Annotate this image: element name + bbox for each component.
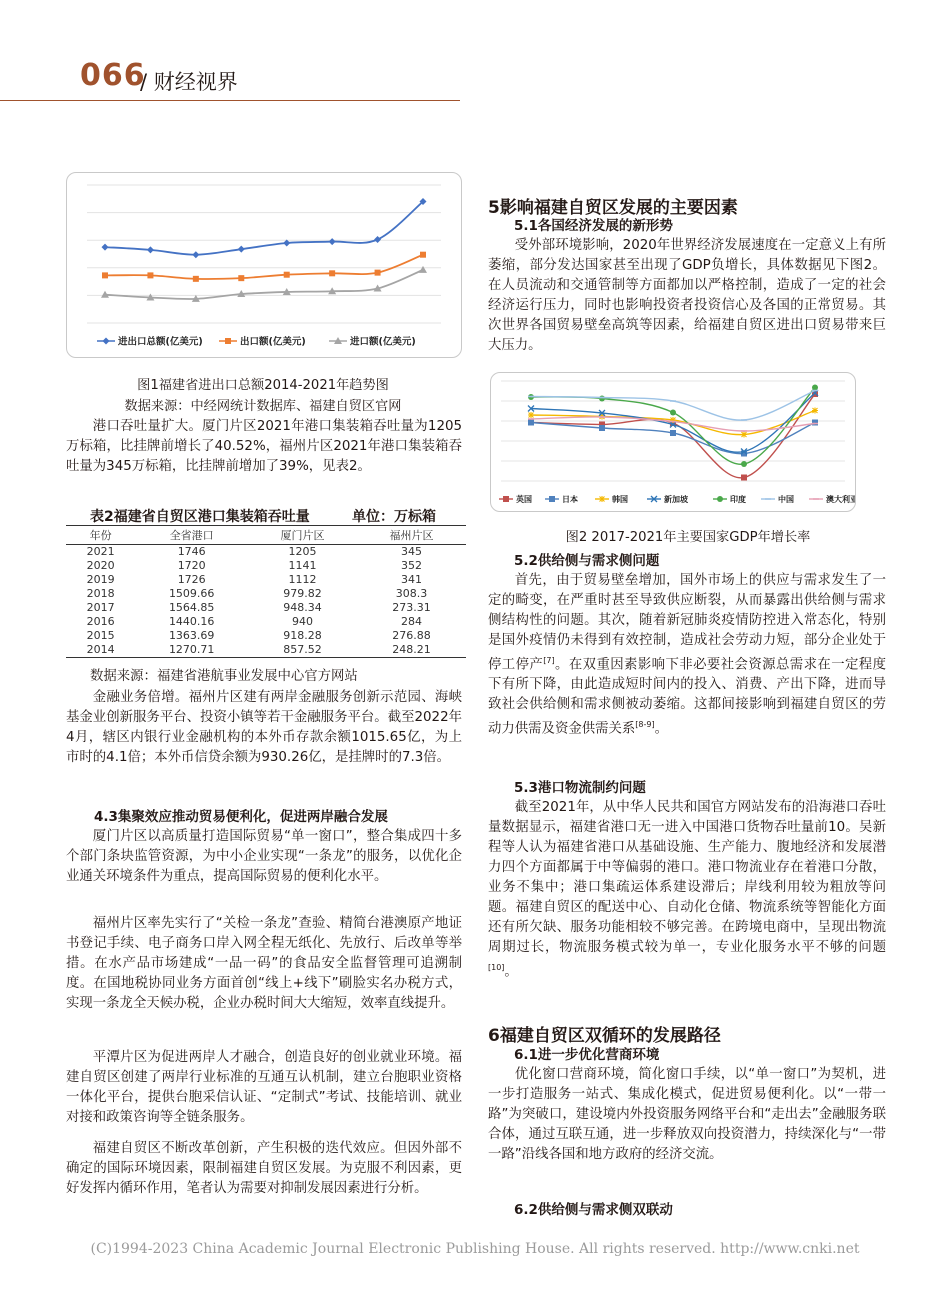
table-cell: 2021 xyxy=(86,545,115,558)
table-cell: 918.28 xyxy=(283,629,322,642)
legend-marker xyxy=(717,496,723,502)
data-point xyxy=(102,272,108,278)
legend-label: 印度 xyxy=(730,495,746,504)
data-point xyxy=(812,408,818,414)
paragraph-5-1: 受外部环境影响，2020年世界经济发展速度在一定意义上有所萎缩，部分发达国家甚至出现了GDP负增长，具体数据见下图2。在人员流动和交通管制等方面都加以严格控制，造成了一定的社会经济运行压力，同时也影响投资者投资信心及各国的正常贸易。其次世界各国贸易壁垒高筑等因素，给福建自贸区进出口贸易带来巨大压力。 xyxy=(488,238,886,353)
heading-6-1: 6.1进一步优化营商环境 xyxy=(514,1047,660,1063)
table-row xyxy=(66,559,466,573)
data-point xyxy=(812,420,818,426)
data-point xyxy=(599,425,605,431)
data-point xyxy=(238,275,244,281)
table-row xyxy=(66,643,466,658)
table-cell: 1509.66 xyxy=(168,587,215,600)
figure1-chart xyxy=(67,173,461,357)
data-point xyxy=(670,430,676,436)
data-point xyxy=(329,270,335,276)
paragraph-5-3-a: 截至2021年，从中华人民共和国官方网站发布的沿海港口吞吐量数据显示，福建省港口无一进入中国港口货物吞吐量前10。吴新程等人认为福建省港口从基础设施、生产能力、腹地经济和发展潜力四个方面都属于中等偏弱的港口。港口物流业存在着港口分散，业务不集中；港口集疏运体系建设滞后；岸线利用较为粗放等问题。福建自贸区的配送中心、自动化仓储、物流系统等智能化方面还有所欠缺、服务功能相较不够完善。在跨境电商中，呈现出物流周期过长，物流服务模式较为单一，专业化服务水平不够的问题 xyxy=(488,800,886,955)
legend-label: 出口额(亿美元) xyxy=(240,336,306,348)
figure2-box xyxy=(490,372,856,512)
data-point xyxy=(741,461,747,467)
table-cell: 2016 xyxy=(86,615,115,628)
table-cell: 2017 xyxy=(86,601,115,614)
citation-7: [7] xyxy=(543,656,555,665)
table-cell: 1440.16 xyxy=(168,615,215,628)
table-header: 厦门片区 xyxy=(248,526,357,545)
page-number: 066 xyxy=(80,58,146,93)
table-row xyxy=(66,545,466,560)
figure1-caption: 图1福建省进出口总额2014-2021年趋势图 xyxy=(137,378,389,393)
table2-unit: 单位：万标箱 xyxy=(352,509,436,525)
table2 xyxy=(66,525,466,658)
citation-10: [10] xyxy=(488,963,505,972)
table-row xyxy=(66,615,466,629)
table-cell: 1205 xyxy=(288,545,317,558)
header-rule xyxy=(0,100,460,101)
heading-5-1: 5.1各国经济发展的新形势 xyxy=(514,218,673,234)
copyright-footer: (C)1994-2023 China Academic Journal Electronic Publishing House. All rights reserved. http://www.cnki.net xyxy=(90,1241,860,1257)
table-cell: 1112 xyxy=(288,573,317,586)
paragraph-5-3 xyxy=(488,798,886,982)
data-point xyxy=(528,420,534,426)
data-point xyxy=(147,246,154,253)
paragraph-finance: 金融业务倍增。福州片区建有两岸金融服务创新示范园、海峡基金业创新服务平台、投资小镇等若干金融服务平台。截至2022年4月，辖区内银行业金融机构的本外币存款余额1015.65亿，为上市时的4.1倍；本外币信贷余额为930.26亿，是挂牌时的7.3倍。 xyxy=(66,690,462,765)
table-cell: 341 xyxy=(401,573,422,586)
heading-5-2: 5.2供给侧与需求侧问题 xyxy=(514,553,660,569)
table-cell: 276.88 xyxy=(392,629,431,642)
table-header: 福州片区 xyxy=(357,526,466,545)
paragraph-pingtan: 平潭片区为促进两岸人才融合，创造良好的创业就业环境。福建自贸区创建了两岸行业标准的互通互认机制，建立台胞职业资格一体化平台，提供台胞采信认证、“定制式”考试、技能培训、就业对接和政策咨询等全链条服务。 xyxy=(66,1050,462,1125)
table-cell: 1720 xyxy=(177,559,206,572)
table-cell: 979.82 xyxy=(283,587,322,600)
paragraph-5-2-c: 。 xyxy=(654,721,668,737)
legend-label: 新加坡 xyxy=(664,495,688,504)
heading-4-3: 4.3集聚效应推动贸易便利化，促进两岸融合发展 xyxy=(94,809,388,825)
heading-6: 6福建自贸区双循环的发展路径 xyxy=(488,1026,721,1046)
table-cell: 308.3 xyxy=(395,587,428,600)
table-cell: 284 xyxy=(401,615,422,628)
table-cell: 2018 xyxy=(86,587,115,600)
data-point xyxy=(193,276,199,282)
citation-8-9: [8-9] xyxy=(635,720,655,730)
figure1-source: 数据来源：中经网统计数据库、福建自贸区官网 xyxy=(124,399,402,414)
table-header: 全省港口 xyxy=(135,526,248,545)
table-row xyxy=(66,629,466,643)
table2-source: 数据来源：福建省港航事业发展中心官方网站 xyxy=(90,669,358,684)
table-cell: 857.52 xyxy=(248,643,357,658)
heading-6-2: 6.2供给侧与需求侧双联动 xyxy=(514,1202,673,1218)
legend-label: 进出口总额(亿美元) xyxy=(118,336,203,348)
paragraph-6-1: 优化窗口营商环境，简化窗口手续，以“单一窗口”为契机，进一步打造服务一站式、集成化模式，促进贸易便利化。以“一带一路”为突破口，建设境内外投资服务网络平台和“走出去”金融服务联合体，通过互联互通，进一步释放双向投资潜力，持续深化与“一带一路”沿线各国和地方政府的经济交流。 xyxy=(488,1067,886,1162)
data-point xyxy=(147,272,153,278)
data-point xyxy=(284,272,290,278)
data-point xyxy=(329,238,336,245)
figure2-caption: 图2 2017-2021年主要国家GDP年增长率 xyxy=(565,530,811,545)
table-cell: 1726 xyxy=(177,573,206,586)
legend-label: 中国 xyxy=(778,495,794,504)
data-point xyxy=(192,251,199,258)
data-point xyxy=(374,236,381,243)
data-point xyxy=(238,246,245,253)
table-cell: 2019 xyxy=(86,573,115,586)
paragraph-5-2 xyxy=(488,571,886,740)
table-header: 年份 xyxy=(66,526,135,545)
table-row xyxy=(66,601,466,615)
table-cell: 352 xyxy=(401,559,422,572)
data-point xyxy=(741,475,747,481)
table-cell: 248.21 xyxy=(357,643,466,658)
data-point xyxy=(741,432,747,438)
data-point xyxy=(812,385,818,391)
paragraph-analysis: 福建自贸区不断改革创新，产生积极的迭代效应。但因外部不确定的国际环境因素，限制福建自贸区发展。为克服不利因素，更好发挥内循环作用，笔者认为需要对抑制发展因素进行分析。 xyxy=(66,1141,462,1196)
table-cell: 1363.69 xyxy=(168,629,215,642)
legend-label: 进口额(亿美元) xyxy=(350,336,416,348)
legend-marker xyxy=(225,338,231,344)
legend-marker xyxy=(503,496,509,502)
paragraph-fuzhou: 福州片区率先实行了“关检一条龙”查验、精简台港澳原产地证书登记手续、电子商务口岸入网全程无纸化、先放行、后改单等举措。在水产品市场建成“一品一码”的食品安全监督管理可追溯制度。在国地税协同业务方面首创“线上+线下”刷脸实名办税方式，实现一条龙全天候办税，企业办税时间大大缩短，效率直线提升。 xyxy=(66,916,462,1011)
data-point xyxy=(102,244,109,251)
table-cell: 345 xyxy=(401,545,422,558)
figure1-box xyxy=(66,172,462,358)
paragraph-5-3-b: 。 xyxy=(504,964,518,980)
table-cell: 2020 xyxy=(86,559,115,572)
table-row xyxy=(66,573,466,587)
legend-marker xyxy=(549,496,555,502)
table-cell: 940 xyxy=(292,615,314,628)
table-row xyxy=(66,587,466,601)
data-point xyxy=(419,266,427,273)
table-cell: 948.34 xyxy=(283,601,322,614)
table-cell: 2014 xyxy=(66,643,135,658)
legend-label: 澳大利亚 xyxy=(826,495,855,504)
heading-5: 5影响福建自贸区发展的主要因素 xyxy=(488,198,738,218)
section-title: / 财经视界 xyxy=(140,70,238,94)
paragraph-5-2-b: 。在双重因素影响下非必要社会资源总需求在一定程度下有所下降，由此造成短时间内的投入、消费、产出下降，进而导致社会供给侧和需求侧被动萎缩。这都间接影响到福建自贸区的劳动力供需及资金供需关系 xyxy=(488,657,887,737)
legend-label: 英国 xyxy=(516,495,532,504)
table-cell: 1270.71 xyxy=(135,643,248,658)
data-point xyxy=(528,412,534,418)
paragraph-5-2-a: 首先，由于贸易壁垒增加，国外市场上的供应与需求发生了一定的畸变，在严重时甚至导致供应断裂，从而暴露出供给侧与需求侧结构性的问题。其次，随着新冠肺炎疫情防控进入常态化，特别是国外疫情仍未得到有效控制，造成社会劳动力短，部分企业处于停工停产 xyxy=(488,573,886,673)
data-point xyxy=(670,410,676,416)
paragraph-xiamen: 厦门片区以高质量打造国际贸易“单一窗口”，整合集成四十多个部门条块监管资源，为中小企业实现“一条龙”的服务，以优化企业通关环境条件为重点，提高国际贸易的便利化水平。 xyxy=(66,829,462,884)
table-cell: 273.31 xyxy=(392,601,431,614)
data-point xyxy=(420,252,426,258)
legend-marker xyxy=(103,338,110,345)
data-point xyxy=(599,396,605,402)
legend-label: 韩国 xyxy=(612,495,628,504)
legend-marker xyxy=(599,496,605,502)
figure2-chart xyxy=(491,373,855,511)
paragraph-port: 港口吞吐量扩大。厦门片区2021年港口集装箱吞吐量为1205万标箱，比挂牌前增长了40.52%，福州片区2021年港口集装箱吞吐量为345万标箱，比挂牌前增加了39%，见表2。 xyxy=(66,419,462,474)
table-cell: 1564.85 xyxy=(168,601,215,614)
heading-5-3: 5.3港口物流制约问题 xyxy=(514,780,646,796)
data-point xyxy=(375,270,381,276)
table-cell: 1746 xyxy=(177,545,206,558)
table-cell: 2015 xyxy=(86,629,115,642)
legend-label: 日本 xyxy=(562,495,578,504)
table-cell: 1141 xyxy=(288,559,317,572)
table2-title: 表2福建省自贸区港口集装箱吞吐量 xyxy=(90,509,310,525)
series-line xyxy=(105,202,423,255)
